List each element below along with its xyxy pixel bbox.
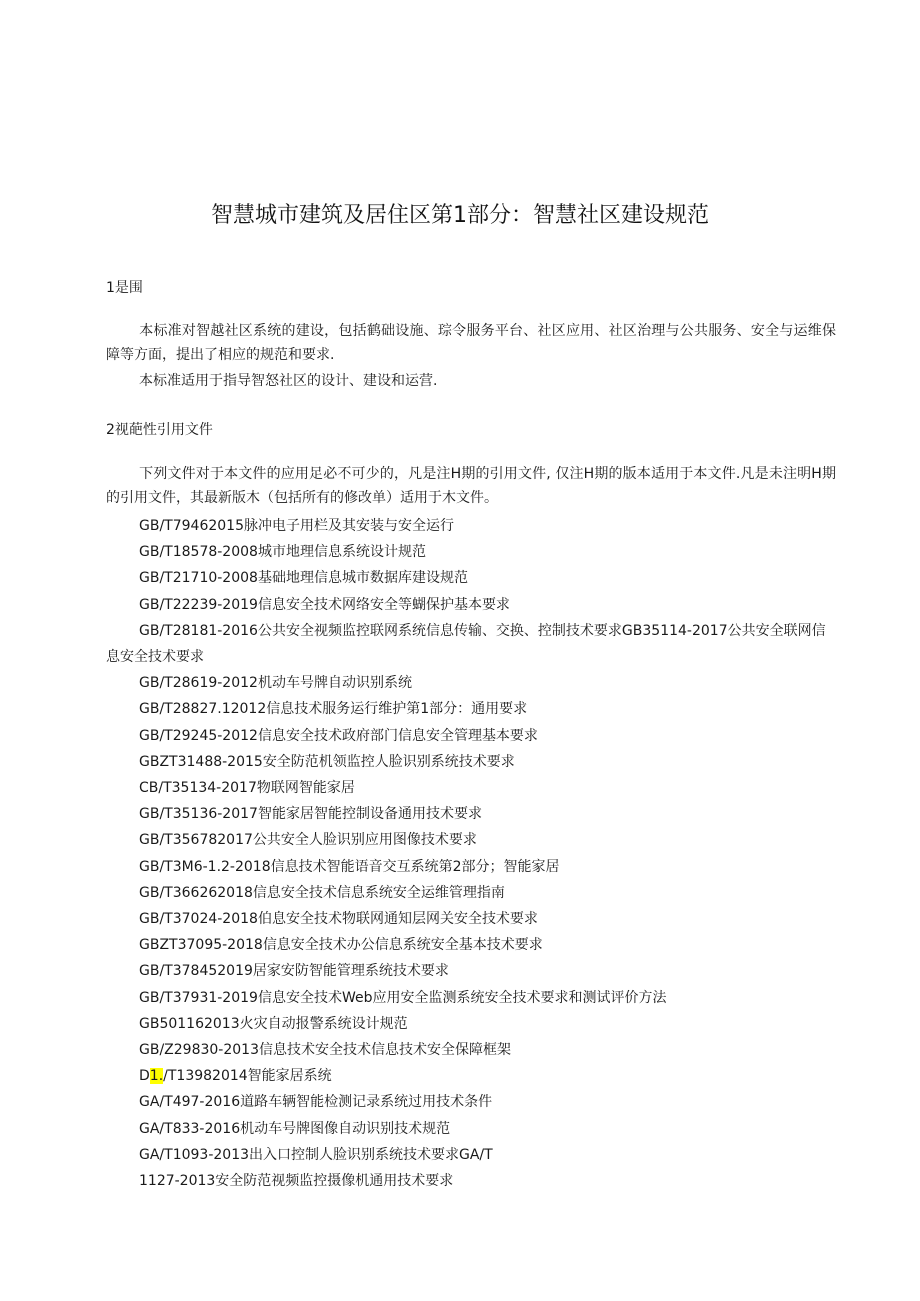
reference-item: GB/T28619-2012机动车号牌自动识别系统 <box>139 675 412 692</box>
reference-item: GB/T35136-2017智能家居智能控制设备通用技术要求 <box>139 806 482 823</box>
section-1-paragraph-1 <box>106 319 836 367</box>
reference-item: 1127-2013安全防范视频监控摄像机通用技术要求 <box>139 1173 454 1190</box>
reference-item: GB/T18578-2008城市地理信息系统设计规范 <box>139 544 426 561</box>
reference-list <box>106 513 836 1194</box>
reference-item: GB/T28181-2016公共安全视频监控联网系统信息传输、交换、控制技术要求GB35114-2017公共安全联网信息安全技术要求 <box>106 622 826 666</box>
reference-item: GB/Z29830-2013信息技术安全技术信息技术安全保障框架 <box>139 1042 511 1059</box>
section-1-paragraph-2-text: 本标准适用于指导智怒社区的设计、建设和运营. <box>139 373 438 389</box>
reference-item: GB/T37931-2019信息安全技术Web应用安全监测系统安全技术要求和测试评价方法 <box>139 989 667 1006</box>
document-title: 智慧城市建筑及居住区第1部分：智慧社区建设规范 <box>211 203 709 228</box>
reference-text-part: /T13982014智能家居系统 <box>163 1068 332 1085</box>
reference-item: CB/T35134-2017物联网智能家居 <box>139 780 355 797</box>
section-1-paragraph-2 <box>106 369 836 393</box>
reference-item: GB/T37024-2018伯息安全技术物联网通知层网关安全技术要求 <box>139 911 538 928</box>
reference-item <box>106 1063 836 1089</box>
highlighted-text: 1. <box>149 1068 164 1085</box>
reference-item: GA/T497-2016道路车辆智能检测记录系统过用技术条件 <box>139 1094 493 1111</box>
section-2-heading: 2视葩性引用文件 <box>106 422 213 438</box>
reference-text-part: D <box>139 1068 150 1085</box>
reference-item: GB/T378452019居家安防智能管理系统技术要求 <box>139 963 449 980</box>
reference-item: GB/T79462015脉冲电子用栏及其安装与安全运行 <box>139 518 454 534</box>
reference-item: GBZT37095-2018信息安全技术办公信息系统安全基本技术要求 <box>139 937 543 954</box>
section-2-intro <box>106 462 836 510</box>
reference-item: GB/T366262018信息安全技术信息系统安全运维管理指南 <box>139 884 505 901</box>
reference-item: GB501162013火灾自动报警系统设计规范 <box>139 1015 408 1032</box>
section-1-heading: 1是围 <box>106 280 143 296</box>
reference-item: GB/T22239-2019信息安全技术网络安全等蝴保护基本要求 <box>139 596 510 613</box>
reference-item: GB/T29245-2012信息安全技术政府部门信息安全管理基本要求 <box>139 727 538 744</box>
reference-item: GA/T833-2016机动车号牌图像自动识别技术规范 <box>139 1120 451 1137</box>
section-2-intro-text: 下列文件对于本文件的应用足必不可少的，凡是注H期的引用文件, 仅注H期的版本适用于本文件.凡是未注明H期的引用文件，其最新版木（包括所有的修改单）适用于木文件。 <box>106 466 836 506</box>
reference-item: GB/T3M6-1.2-2018信息技术智能语音交互系统第2部分；智能家居 <box>139 858 560 875</box>
section-1-paragraph-1-text: 本标准对智越社区系统的建设，包括鹤础设施、琮令服务平台、社区应用、社区治理与公共服务、安全与运维保障等方面，提出了相应的规范和要求. <box>106 323 836 363</box>
reference-item: GBZT31488-2015安全防范机领监控人脸识别系统技术要求 <box>139 753 515 770</box>
reference-item: GB/T21710-2008基础地理信息城市数据库建设规范 <box>139 570 468 587</box>
reference-item: GB/T28827.12012信息技术服务运行维护第1部分：通用要求 <box>139 701 528 718</box>
reference-item: GA/T1093-2013出入口控制人脸识别系统技术要求GA/T <box>139 1146 493 1163</box>
reference-item: GB/T356782017公共安全人脸识别应用图像技术要求 <box>139 832 477 849</box>
